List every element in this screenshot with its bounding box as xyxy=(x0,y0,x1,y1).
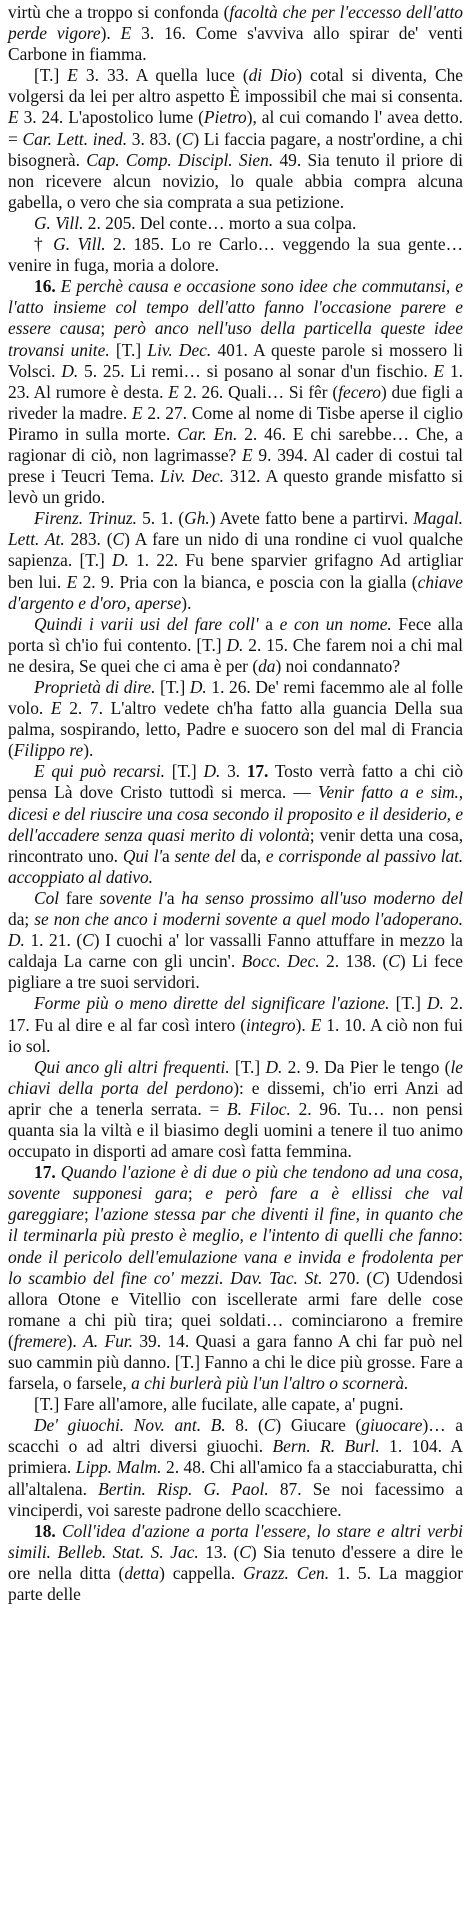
entry-paragraph: [T.] E 3. 33. A quella luce (di Dio) cotal si diventa, Che volgersi da lei per altro aspetto È impossibil che mai si consenta. E 3. 24. L'apostolico lume (Pietro), al cui comando l' avea detto. = Car. Lett. ined. 3. 83. (C) Li faccia pagare, a nostr'ordine, a chi bisognerà. Cap. Comp. Discipl. Sien. 49. Sia tenuto il priore di non ricevere alcun novizio, lo quale abbia compra alcuna gabella, o vero che sia comprata a sua petizione. xyxy=(8,65,464,212)
entry-paragraph: 16. E perchè causa e occasione sono idee che commutansi, e l'atto insieme col tempo dell'atto fanno l'occasione parere e essere causa; però anco nell'uso della particella queste idee trovansi unite. [T.] Liv. Dec. 401. A queste parole si mossero li Volsci. D. 5. 25. Li remi… si posano al sonar d'un fischio. E 1. 23. Al rumore è desta. E 2. 26. Quali… Si fêr (fecero) due figli a riveder la madre. E 2. 27. Come al nome di Tisbe aperse il ciglio Piramo in sulla morte. Car. En. 2. 46. E chi sarebbe… Che, a ragionar di ciò, non lagrimasse? E 9. 394. Al cader di costui tal prese i Teucri Tema. Liv. Dec. 312. A questo grande misfatto si levò un grido. xyxy=(8,276,463,508)
entry-paragraph: Firenz. Trinuz. 5. 1. (Gh.) Avete fatto bene a partirvi. Magal. Lett. At. 283. (C) A fare un nido di una rondine ci vuol qualche sapienza. [T.] D. 1. 22. Fu bene sparvier grifagno Ad artigliar ben lui. E 2. 9. Pria con la bianca, e poscia con la gialla (chiave d'argento e d'oro, aperse). xyxy=(8,508,464,613)
entry-paragraph: Proprietà di dire. [T.] D. 1. 26. De' remi facemmo ale al folle volo. E 2. 7. L'altro vedete ch'ha fatto alla guancia Della sua palma, sospirando, letto, Padre e suocero son del mal di Francia (Filippo re). xyxy=(8,677,463,761)
entry-paragraph: G. Vill. 2. 205. Del conte… morto a sua colpa. xyxy=(34,212,357,233)
entry-paragraph: † G. Vill. 2. 185. Lo re Carlo… veggendo la sua gente… venire in fuga, moria a dolore. xyxy=(8,234,463,276)
entry-paragraph: 17. Quando l'azione è di due o più che tendono ad una cosa, sovente supponesi gara; e però fare a è ellissi che val gareggiare; l'azione stessa par che diventi il fine, in quanto che il terminarla più presto è meglio, e l'intento di quelli che fanno: onde il pericolo dell'emulazione vana e invida e frodolenta per lo scambio del fine co' mezzi. Dav. Tac. St. 270. (C) Udendosi allora Otone e Vitellio con iscellerate armi fare delle cose romane a chi più tira; quei soldati… cominciarono a fremire (fremere). A. Fur. 39. 14. Quasi a gara fanno A chi far può nel suo cammin più danno. [T.] Fanno a chi le dice più grosse. Fare a farsela, o farsele, a chi burlerà più l'un l'altro o scornerà. xyxy=(8,1162,463,1394)
entry-paragraph: Forme più o meno dirette del significare l'azione. [T.] D. 2. 17. Fu al dire e al far così intero (integro). E 1. 10. A ciò non fui io sol. xyxy=(8,993,463,1056)
entry-paragraph: Quindi i varii usi del fare coll' a e con un nome. Fece alla porta sì ch'io fui contento. [T.] D. 2. 15. Che farem noi a chi mal ne desira, Se quei che ci ama è per (da) noi condannato? xyxy=(8,613,464,676)
entry-paragraph: 18. Coll'idea d'azione a porta l'essere, lo stare e altri verbi simili. Belleb. Stat. S. Jac. 13. (C) Sia tenuto d'essere a dire le ore nella ditta (detta) cappella. Grazz. Cen. 1. 5. La maggior parte delle xyxy=(8,1520,464,1605)
entry-paragraph: De' giuochi. Nov. ant. B. 8. (C) Giucare (giuocare)… a scacchi o ad altri diversi giuochi. Bern. R. Burl. 1. 104. A primiera. Lipp. Malm. 2. 48. Chi all'amico fa a stacciaburatta, chi all'altalena. Bertin. Risp. G. Paol. 87. Se noi facessimo a vinciperdi, voi sareste padrone dello scacchiere. xyxy=(8,1415,464,1520)
entry-paragraph: virtù che a troppo si confonda (facoltà che per l'eccesso dell'atto perde vigore). E 3. 16. Come s'avviva allo spirar de' venti Carbone in fiamma. xyxy=(8,2,463,65)
entry-paragraph: Qui anco gli altri frequenti. [T.] D. 2. 9. Da Pier le tengo (le chiavi della porta del perdono): e dissemi, ch'io erri Anzi ad aprir che a tenerla serrata. = B. Filoc. 2. 96. Tu… non pensi quanta sia la viltà e il biasimo degli uomini a tenere il tuo animo occupato in disporti ad amare così fatta femmina. xyxy=(8,1056,464,1162)
entry-paragraph: Col fare sovente l'a ha senso prossimo all'uso moderno del da; se non che anco i moderni sovente a quel modo l'adoperano. D. 1. 21. (C) I cuochi a' lor vassalli Fanno attuffare in mezzo la caldaja La carne con gli uncin'. Bocc. Dec. 2. 138. (C) Li fece pigliare a tre suoi servidori. xyxy=(8,887,464,993)
entry-paragraph: [T.] Fare all'amore, alle fucilate, alle capate, a' pugni. xyxy=(34,1394,404,1415)
entry-paragraph: E qui può recarsi. [T.] D. 3. 17. Tosto verrà fatto a chi ciò pensa Là dove Cristo tuttodì si merca. — Venir fatto a e sim., dicesi e del riuscire una cosa secondo il proposito e il desiderio, e dell'accadere senza quasi merito di volontà; venir detta una cosa, rincontrato uno. Qui l'a sente del da, e corrisponde al passivo lat. accoppiato al dativo. xyxy=(8,761,464,887)
